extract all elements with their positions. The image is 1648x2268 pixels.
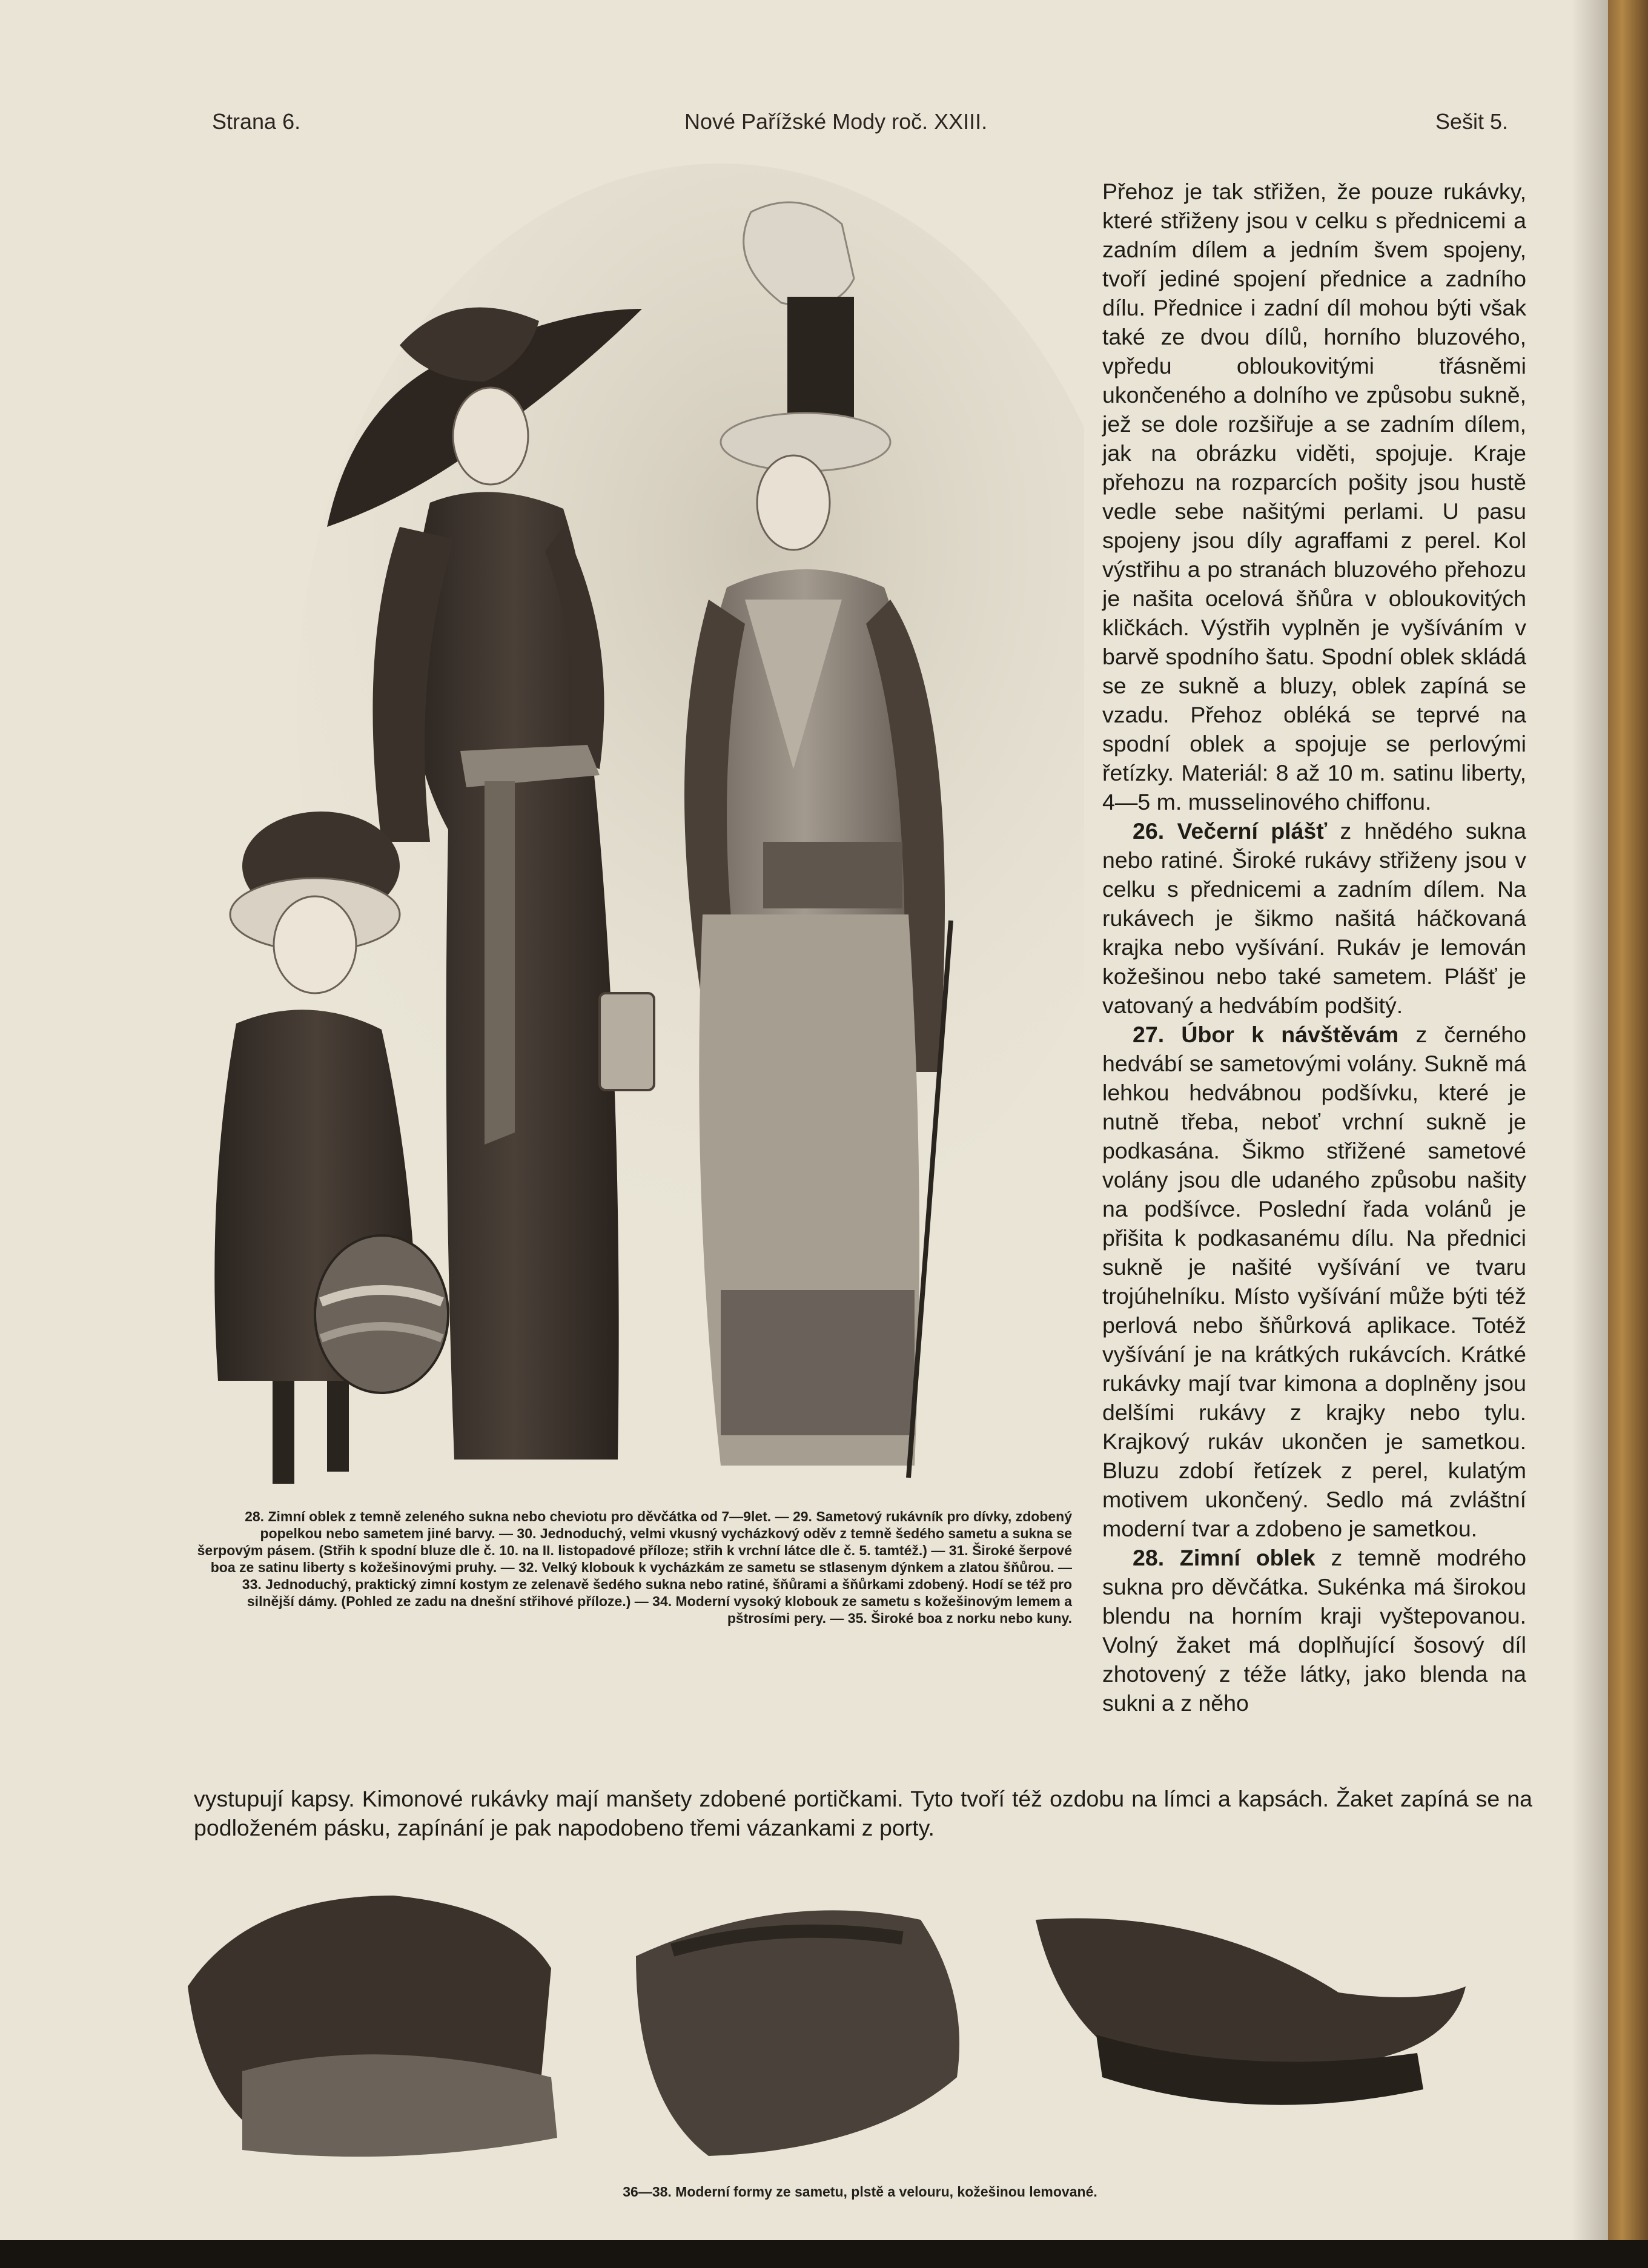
fashion-illustration bbox=[200, 164, 1084, 1508]
page-number: Strana 6. bbox=[212, 109, 301, 134]
item-26-heading: 26. Večerní plášť bbox=[1133, 818, 1328, 844]
item-27-text: z černého hedvábí se sametovými volány. Sukně má lehkou hedvábnou podšívku, které je nutně třeba, neboť vrchní sukně je podkasána. Šikmo střižené sametové volány jsou dle udaného způsobu našity na podšívce. Poslední řada volánů je přišita k podkasanému dílu. Na přednici sukně je našité vyšívání ve tvaru trojúhelníku. Místo vyšívání může býti též perlová nebo šňůrková aplikace. Totéž vyšívání je na krátkých rukávcích. Krátké rukávky mají tvar kimona a doplněny jsou delšími rukávy z krajky nebo tylu. Krajkový rukáv ukončen je sametkou. Bluzu zdobí řetízek z perel, kulatým motivem ukončený. Sedlo má zvláštní moderní tvar a zdobeno je sametkou. bbox=[1102, 1022, 1526, 1541]
paragraph-28 bbox=[1102, 1543, 1526, 1718]
hats-caption: 36—38. Moderní formy ze sametu, plstě a velouru, kožešinou lemované. bbox=[623, 2184, 1097, 2200]
item-28-heading: 28. Zimní oblek bbox=[1133, 1545, 1315, 1570]
hats-illustration bbox=[176, 1883, 1544, 2168]
article-column bbox=[1102, 177, 1526, 1718]
issue-number: Sešit 5. bbox=[1435, 109, 1508, 134]
page-bottom-edge bbox=[0, 2240, 1648, 2268]
figure-caption: 28. Zimní oblek z temně zeleného sukna nebo cheviotu pro děvčátka od 7—9let. — 29. Sametový rukávník pro dívky, zdobený popelkou nebo sametem jiné barvy. — 30. Jednoduchý, velmi vkusný vycházkový oděv z temně šedého sametu a sukna se šerpovým pásem. (Střih k spodní bluze dle č. 10. na II. listopadové příloze; střih k vrchní látce dle č. 5. tamtéž.) — 31. Široké šerpové boa ze satinu liberty s kožešinovými pruhy. — 32. Velký klobouk k vycházkám ze sametu se stlasenym dýnkem a zlatou šňůrou. — 33. Jednoduchý, praktický zimní kostym ze zelenavě šedého sukna nebo ratiné, šňůrami a šňůrkami zdobený. Hodí se též pro silnější dámy. (Pohled ze zadu na dnešní střihové příloze.) — 34. Moderní vysoký klobouk ze sametu s kožešinovým lemem a pštrosími pery. — 35. Široké boa z norku nebo kuny. bbox=[197, 1509, 1072, 1626]
page-header bbox=[212, 109, 1508, 145]
book-spine bbox=[1608, 0, 1648, 2268]
item-28-text: z temně modrého sukna pro děvčátka. Sukénka má širokou blendu na horním kraji vyštepovanou. Volný žaket má doplňující šosový díl zhotovený z téže látky, jako blenda na sukni a z něho bbox=[1102, 1545, 1527, 1716]
full-width-paragraph: vystupují kapsy. Kimonové rukávky mají manšety zdobené portičkami. Tyto tvoří též ozdobu na límci a kapsách. Žaket zapíná se na podloženém pásku, zapínání je pak napodobeno třemi vázankami z porty. bbox=[194, 1786, 1532, 1840]
paragraph-25-cont: Přehoz je tak střižen, že pouze rukávky, které střiženy jsou v celku s přednicemi a zadním dílem a jedním švem spojeny, tvoří jediné spojení přednice a zadního dílu. Přednice i zadní díl mohou býti však také ze dvou dílů, horního bluzového, vpředu obloukovitými třásněmi ukončeného a dolního ve způsobu sukně, jež se dole rozšiřuje a se zadním dílem, jak na obrázku viděti, spojuje. Kraje přehozu na rozparcích pošity jsou hustě vedle sebe našitými perlami. U pasu spojeny jsou díly agraffami z perel. Kol výstřihu a po stranách bluzového přehozu je našita ocelová šňůra v obloukovitých kličkách. Výstřih vyplněn je vyšíváním v barvě spodního šatu. Spodní oblek skládá se ze sukně a bluzy, oblek zapíná se vzadu. Přehoz obléká se teprvé na spodní oblek a spojuje se perlovými řetízky. Materiál: 8 až 10 m. satinu liberty, 4—5 m. musselinového chiffonu. bbox=[1102, 179, 1526, 815]
paragraph-26 bbox=[1102, 816, 1526, 1020]
paragraph-27 bbox=[1102, 1020, 1526, 1543]
item-27-heading: 27. Úbor k návštěvám bbox=[1133, 1022, 1399, 1047]
magazine-title: Nové Pařížské Mody roč. XXIII. bbox=[684, 109, 988, 134]
item-26-text: z hnědého sukna nebo ratiné. Široké rukávy střiženy jsou v celku s přednicemi a zadním dílem. Na rukávech je šikmo našitá háčkovaná krajka nebo vyšívání. Rukáv je lemován kožešinou nebo také sametem. Plášť je vatovaný a hedvábím podšitý. bbox=[1102, 818, 1526, 1018]
